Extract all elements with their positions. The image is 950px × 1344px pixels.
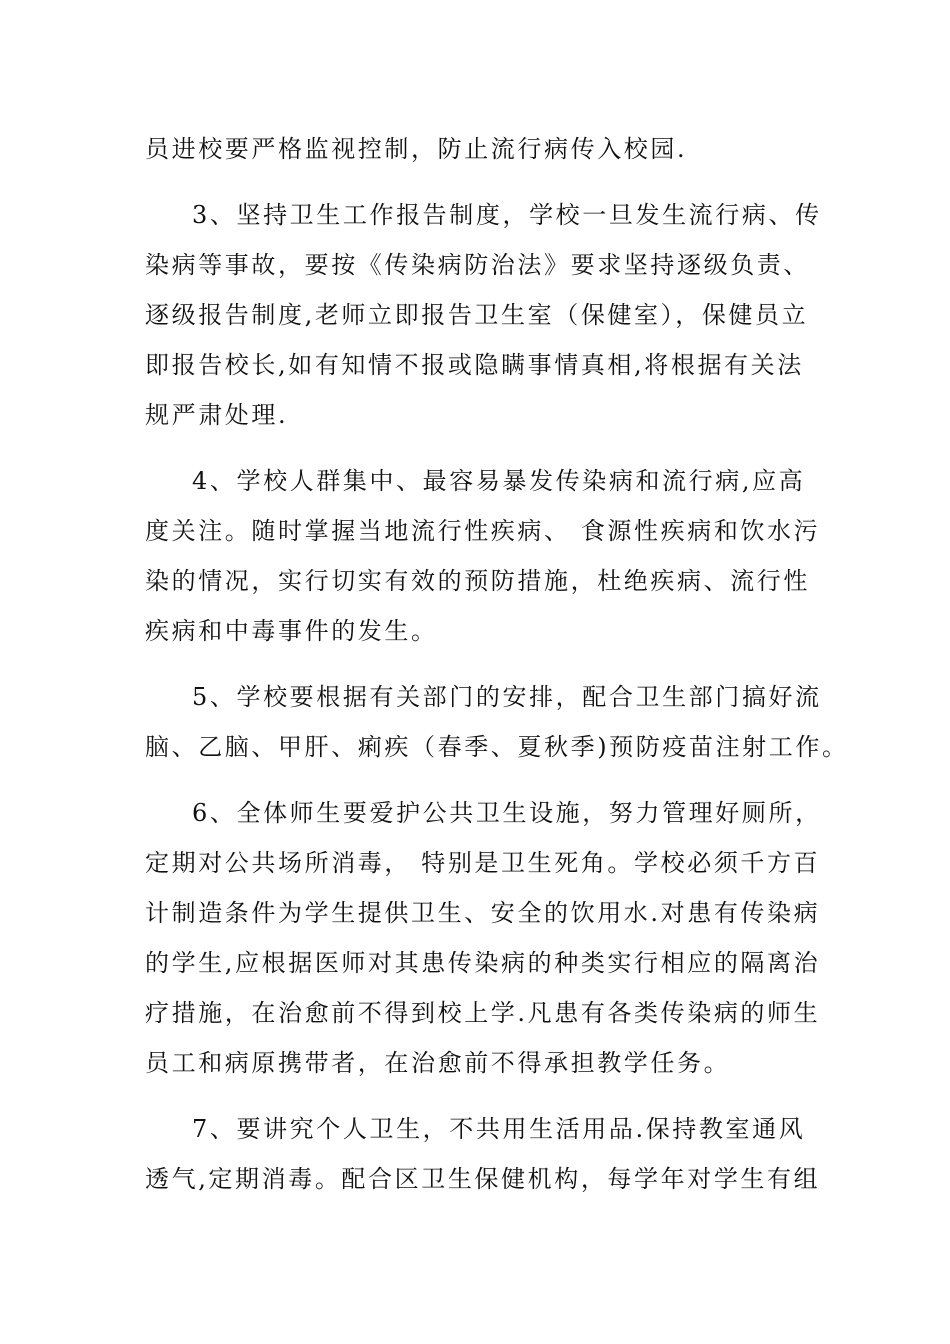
text-line: 计制造条件为学生提供卫生、安全的饮用水.对患有传染病: [145, 899, 821, 927]
paragraph-6-line: 6、全体师生要爱护公共卫生设施，努力管理好厕所，: [192, 799, 822, 827]
text-line: 员工和病原携带者，在治愈前不得承担教学任务。: [145, 1049, 731, 1077]
paragraph-3-line: 3、坚持卫生工作报告制度，学校一旦发生流行病、传: [192, 201, 822, 229]
text-line: 定期对公共场所消毒， 特别是卫生死角。学校必须千方百: [145, 849, 821, 877]
text-line: 染的情况，实行切实有效的预防措施，杜绝疾病、流行性: [145, 567, 810, 595]
text-line: 透气,定期消毒。配合区卫生保健机构，每学年对学生有组: [145, 1165, 821, 1193]
text-line: 疾病和中毒事件的发生。: [145, 617, 438, 645]
paragraph-4-line: 4、学校人群集中、最容易暴发传染病和流行病,应高: [192, 467, 806, 495]
text-line: 的学生,应根据医师对其患传染病的种类实行相应的隔离治: [145, 949, 821, 977]
text-line: 员进校要严格监视控制，防止流行病传入校园.: [145, 135, 688, 163]
text-line: 即报告校长,如有知情不报或隐瞒事情真相,将根据有关法: [145, 351, 804, 379]
paragraph-5-line: 5、学校要根据有关部门的安排，配合卫生部门搞好流: [192, 683, 822, 711]
text-line: 染病等事故，要按《传染病防治法》要求坚持逐级负责、: [145, 251, 810, 279]
paragraph-7-line: 7、要讲究个人卫生，不共用生活用品.保持教室通风: [192, 1115, 806, 1143]
text-line: 疗措施，在治愈前不得到校上学.凡患有各类传染病的师生: [145, 999, 821, 1027]
text-line: 逐级报告制度,老师立即报告卫生室（保健室），保健员立: [145, 301, 809, 329]
text-line: 度关注。随时掌握当地流行性疾病、 食源性疾病和饮水污: [145, 517, 821, 545]
text-line: 脑、乙脑、甲肝、痢疾（春季、夏秋季)预防疫苗注射工作。: [145, 733, 849, 761]
text-line: 规严肃处理.: [145, 401, 289, 429]
